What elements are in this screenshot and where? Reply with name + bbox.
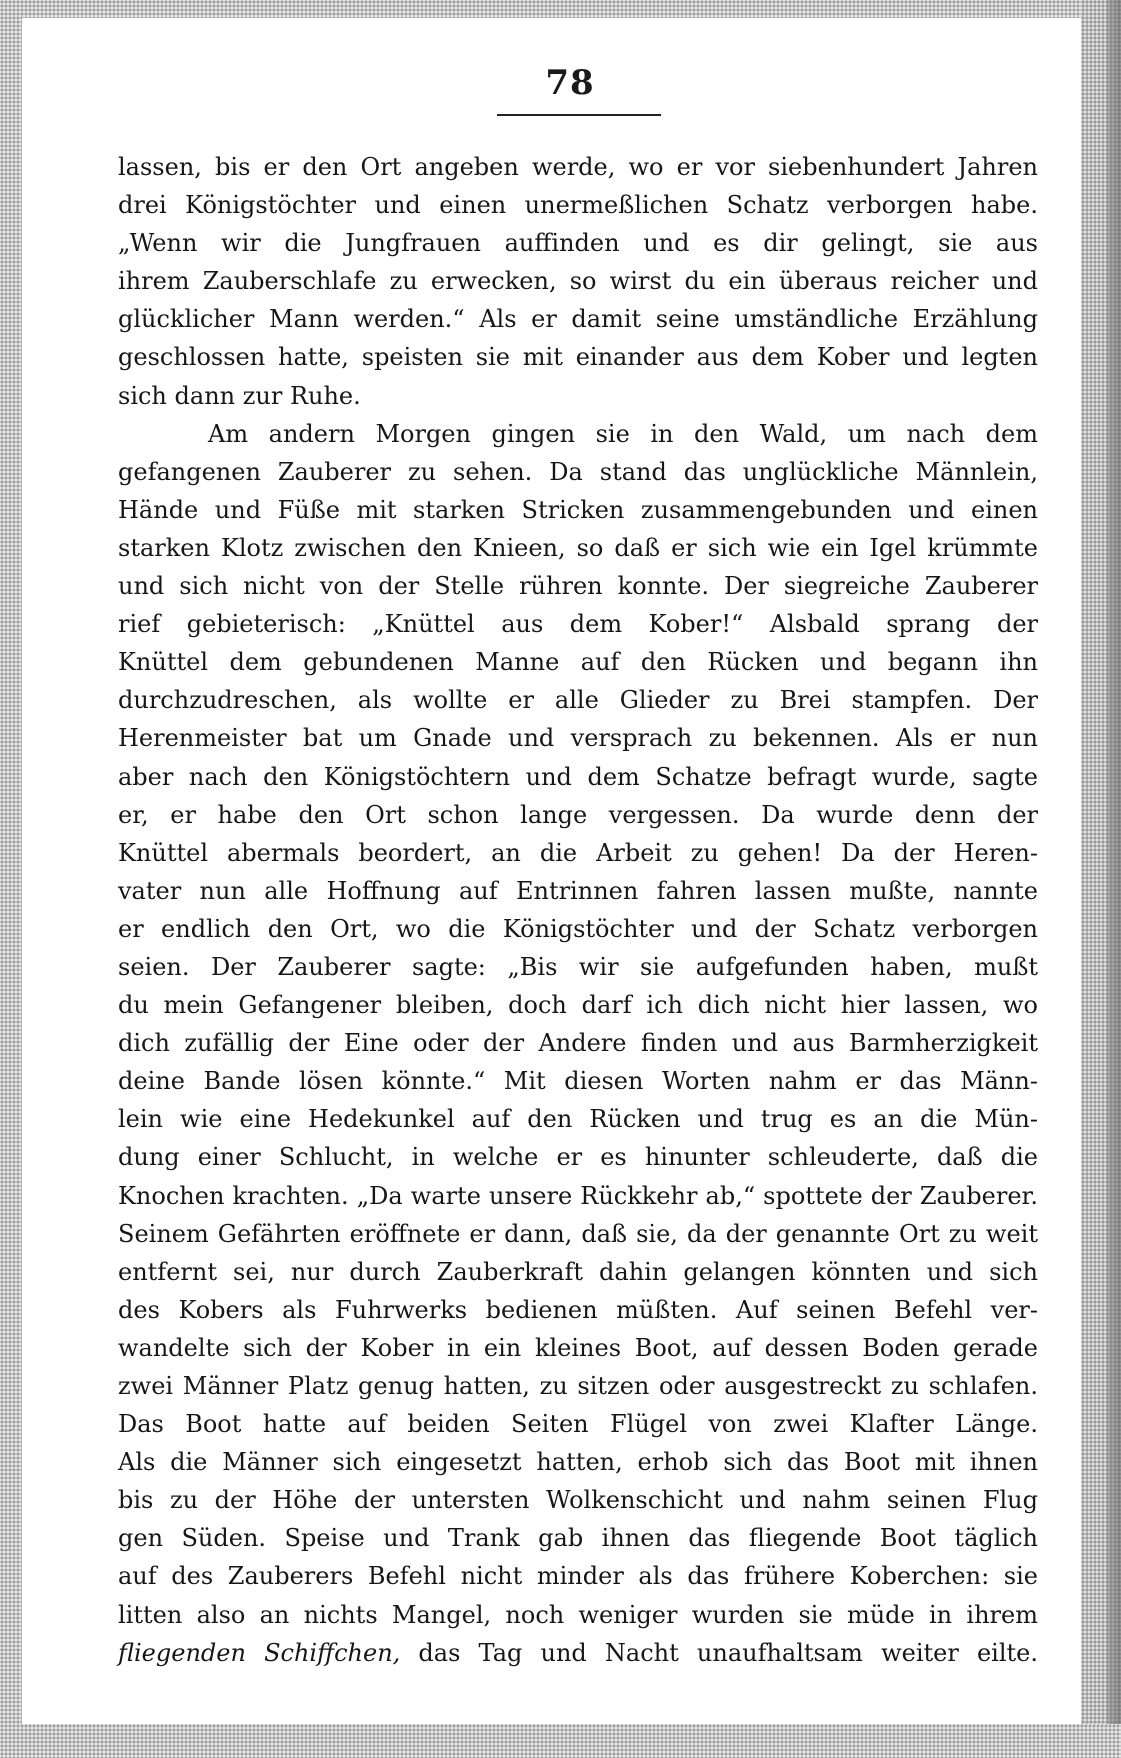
text-line: glücklicher Mann werden.“ Als er damit seine umständliche Erzählung xyxy=(118,305,1038,334)
text-line: Seinem Gefährten eröffnete er dann, daß sie, da der genannte Ort zu weit xyxy=(118,1219,1038,1248)
text-line: drei Königstöchter und einen unermeßlichen Schatz verborgen habe. xyxy=(118,191,1038,220)
italic-phrase: fliegenden Schiffchen, xyxy=(118,1638,401,1667)
text-line: deine Bande lösen könnte.“ Mit diesen Worten nahm er das Männ- xyxy=(118,1067,1038,1096)
text-line: Knochen krachten. „Da warte unsere Rückkehr ab,“ spottete der Zauberer. xyxy=(118,1181,1038,1210)
text-line: Knüttel abermals beordert, an die Arbeit zu gehen! Da der Heren- xyxy=(118,838,1038,867)
scan-border-top xyxy=(0,0,1121,18)
body-text xyxy=(118,148,1038,1672)
text-line: vater nun alle Hoffnung auf Entrinnen fahren lassen mußte, nannte xyxy=(118,876,1038,905)
text-line: „Wenn wir die Jungfrauen auffinden und es dir gelingt, sie aus xyxy=(118,229,1038,258)
text-line: auf des Zauberers Befehl nicht minder als das frühere Koberchen: sie xyxy=(118,1562,1038,1591)
text-line: Am andern Morgen gingen sie in den Wald, um nach dem xyxy=(208,419,1038,448)
text-line: seien. Der Zauberer sagte: „Bis wir sie aufgefunden haben, mußt xyxy=(118,952,1038,981)
scan-border-bottom xyxy=(0,1724,1121,1758)
text-line: des Kobers als Fuhrwerks bedienen müßten. Auf seinen Befehl ver- xyxy=(118,1295,1038,1324)
text-line: rief gebieterisch: „Knüttel aus dem Kober!“ Alsbald sprang der xyxy=(118,610,1038,639)
text-line-final xyxy=(118,1634,1038,1672)
final-line-rest: das Tag und Nacht unaufhaltsam weiter eilte. xyxy=(418,1638,1038,1667)
text-line: sich dann zur Ruhe. xyxy=(118,381,361,410)
text-line: Hände und Füße mit starken Stricken zusammengebunden und einen xyxy=(118,495,1038,524)
text-line: Das Boot hatte auf beiden Seiten Flügel von zwei Klafter Länge. xyxy=(118,1410,1038,1439)
text-line: Als die Männer sich eingesetzt hatten, erhob sich das Boot mit ihnen xyxy=(118,1448,1038,1477)
text-line: geschlossen hatte, speisten sie mit einander aus dem Kober und legten xyxy=(118,343,1038,372)
text-line: Herenmeister bat um Gnade und versprach zu bekennen. Als er nun xyxy=(118,724,1038,753)
text-line: dung einer Schlucht, in welche er es hinunter schleuderte, daß die xyxy=(118,1143,1038,1172)
text-line: ihrem Zauberschlafe zu erwecken, so wirst du ein überaus reicher und xyxy=(118,267,1038,296)
text-line: gefangenen Zauberer zu sehen. Da stand das unglückliche Männlein, xyxy=(118,457,1038,486)
text-line: du mein Gefangener bleiben, doch darf ich dich nicht hier lassen, wo xyxy=(118,991,1038,1020)
page-number: 78 xyxy=(545,63,595,103)
text-line: starken Klotz zwischen den Knieen, so daß er sich wie ein Igel krümmte xyxy=(118,533,1038,562)
text-line: entfernt sei, nur durch Zauberkraft dahin gelangen könnten und sich xyxy=(118,1257,1038,1286)
page-number-rule xyxy=(497,114,661,116)
text-line: durchzudreschen, als wollte er alle Glieder zu Brei stampfen. Der xyxy=(118,686,1038,715)
text-line: Knüttel dem gebundenen Manne auf den Rücken und begann ihn xyxy=(118,648,1038,677)
text-line: gen Süden. Speise und Trank gab ihnen das fliegende Boot täglich xyxy=(118,1524,1038,1553)
text-line: wandelte sich der Kober in ein kleines Boot, auf dessen Boden gerade xyxy=(118,1333,1038,1362)
text-line: dich zufällig der Eine oder der Andere finden und aus Barmherzigkeit xyxy=(118,1029,1038,1058)
text-line: lein wie eine Hedekunkel auf den Rücken und trug es an die Mün- xyxy=(118,1105,1038,1134)
text-line: aber nach den Königstöchtern und dem Schatze befragt wurde, sagte xyxy=(118,762,1038,791)
text-line: er endlich den Ort, wo die Königstöchter und der Schatz verborgen xyxy=(118,914,1038,943)
scan-border-left xyxy=(0,0,22,1758)
text-line: zwei Männer Platz genug hatten, zu sitzen oder ausgestreckt zu schlafen. xyxy=(118,1372,1038,1400)
text-line: bis zu der Höhe der untersten Wolkenschicht und nahm seinen Flug xyxy=(118,1486,1038,1515)
text-line: lassen, bis er den Ort angeben werde, wo er vor siebenhundert Jahren xyxy=(118,153,1038,181)
scan-shadow-right xyxy=(1107,0,1121,1758)
text-line: er, er habe den Ort schon lange vergessen. Da wurde denn der xyxy=(118,800,1038,829)
text-line: und sich nicht von der Stelle rühren konnte. Der siegreiche Zauberer xyxy=(118,572,1038,601)
text-line: litten also an nichts Mangel, noch weniger wurden sie müde in ihrem xyxy=(118,1600,1038,1629)
